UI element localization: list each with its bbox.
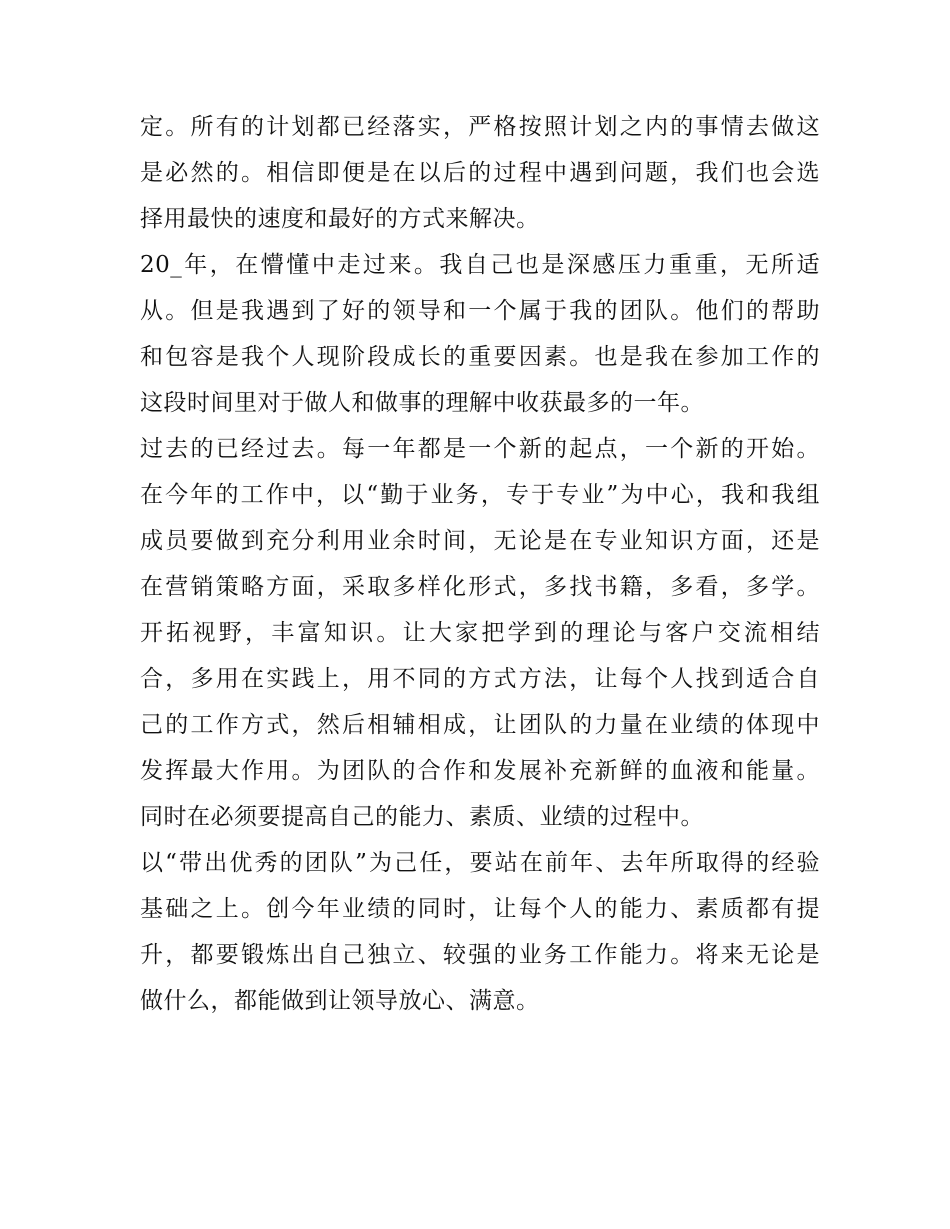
- text-line: 同时在必须要提高自己的能力、素质、业绩的过程中。: [140, 804, 704, 830]
- text-line: 择用最快的速度和最好的方式来解决。: [140, 206, 540, 232]
- text-line: 开拓视野，丰富知识。让大家把学到的理论与客户交流相结: [140, 620, 820, 646]
- text-line: 定。所有的计划都已经落实，严格按照计划之内的事情去做这: [140, 114, 820, 140]
- body-text: [140, 104, 820, 1024]
- text-line: 成员要做到充分利用业余时间，无论是在专业知识方面，还是: [140, 528, 820, 554]
- text-line: 合，多用在实践上，用不同的方式方法，让每个人找到适合自: [140, 666, 820, 692]
- text-line: 升，都要锻炼出自己独立、较强的业务工作能力。将来无论是: [140, 942, 820, 968]
- text-line: 20_年，在懵懂中走过来。我自己也是深感压力重重，无所适: [140, 252, 820, 278]
- text-line: 在今年的工作中，以“勤于业务，专于专业”为中心，我和我组: [140, 482, 820, 508]
- text-line: 发挥最大作用。为团队的合作和发展补充新鲜的血液和能量。: [140, 758, 820, 784]
- text-line: 基础之上。创今年业绩的同时，让每个人的能力、素质都有提: [140, 896, 820, 922]
- text-line: 在营销策略方面，采取多样化形式，多找书籍，多看，多学。: [140, 574, 820, 600]
- text-line: 是必然的。相信即便是在以后的过程中遇到问题，我们也会选: [140, 160, 820, 186]
- text-line: 过去的已经过去。每一年都是一个新的起点，一个新的开始。: [140, 436, 820, 462]
- text-line: 以“带出优秀的团队”为己任，要站在前年、去年所取得的经验: [140, 850, 820, 876]
- text-line: 己的工作方式，然后相辅相成，让团队的力量在业绩的体现中: [140, 712, 820, 738]
- text-line: 做什么，都能做到让领导放心、满意。: [140, 988, 540, 1014]
- text-line: 从。但是我遇到了好的领导和一个属于我的团队。他们的帮助: [140, 298, 820, 324]
- text-line: 和包容是我个人现阶段成长的重要因素。也是我在参加工作的: [140, 344, 820, 370]
- text-line: 这段时间里对于做人和做事的理解中收获最多的一年。: [140, 390, 704, 416]
